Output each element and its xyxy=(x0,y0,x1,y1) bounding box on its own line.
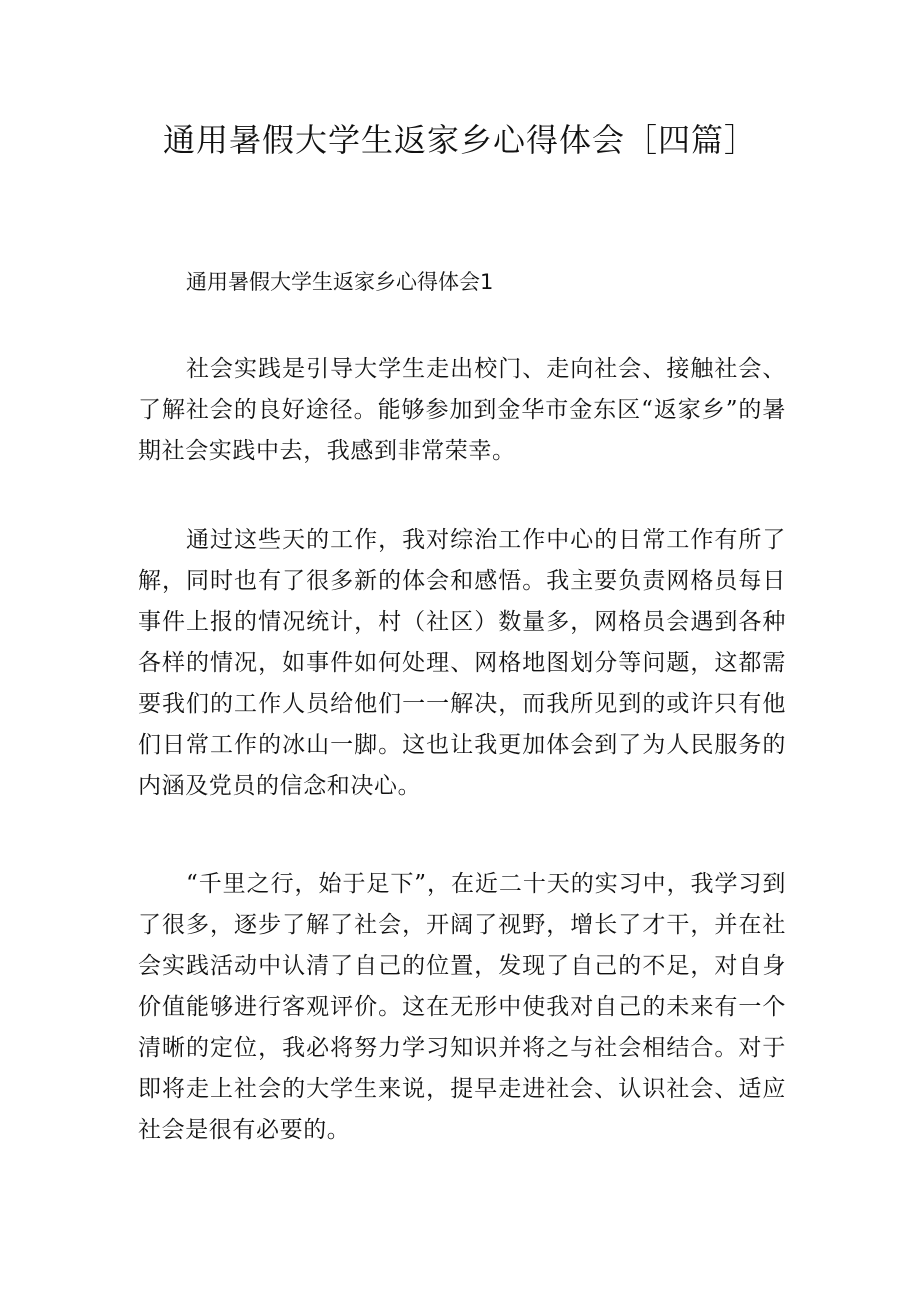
document-title: 通用暑假大学生返家乡心得体会［四篇］ xyxy=(162,121,757,159)
paragraph: 通过这些天的工作，我对综治工作中心的日常工作有所了解，同时也有了很多新的体会和感悟。我主要负责网格员每日事件上报的情况统计，村（社区）数量多，网格员会遇到各种各样的情况，如事件如何处理、网格地图划分等问题，这都需要我们的工作人员给他们一一解决，而我所见到的或许只有他们日常工作的冰山一脚。这也让我更加体会到了为人民服务的内涵及党员的信念和决心。 xyxy=(138,527,786,799)
section-heading: 通用暑假大学生返家乡心得体会1 xyxy=(186,270,494,294)
paragraph: 社会实践是引导大学生走出校门、走向社会、接触社会、了解社会的良好途径。能够参加到金华市金东区“返家乡”的暑期社会实践中去，我感到非常荣幸。 xyxy=(138,356,786,464)
paragraph: “千里之行，始于足下”，在近二十天的实习中，我学习到了很多，逐步了解了社会，开阔了视野，增长了才干，并在社会实践活动中认清了自己的位置，发现了自己的不足，对自身价值能够进行客观评价。这在无形中使我对自己的未来有一个清晰的定位，我必将努力学习知识并将之与社会相结合。对于即将走上社会的大学生来说，提早走进社会、认识社会、适应社会是很有必要的。 xyxy=(138,871,786,1143)
